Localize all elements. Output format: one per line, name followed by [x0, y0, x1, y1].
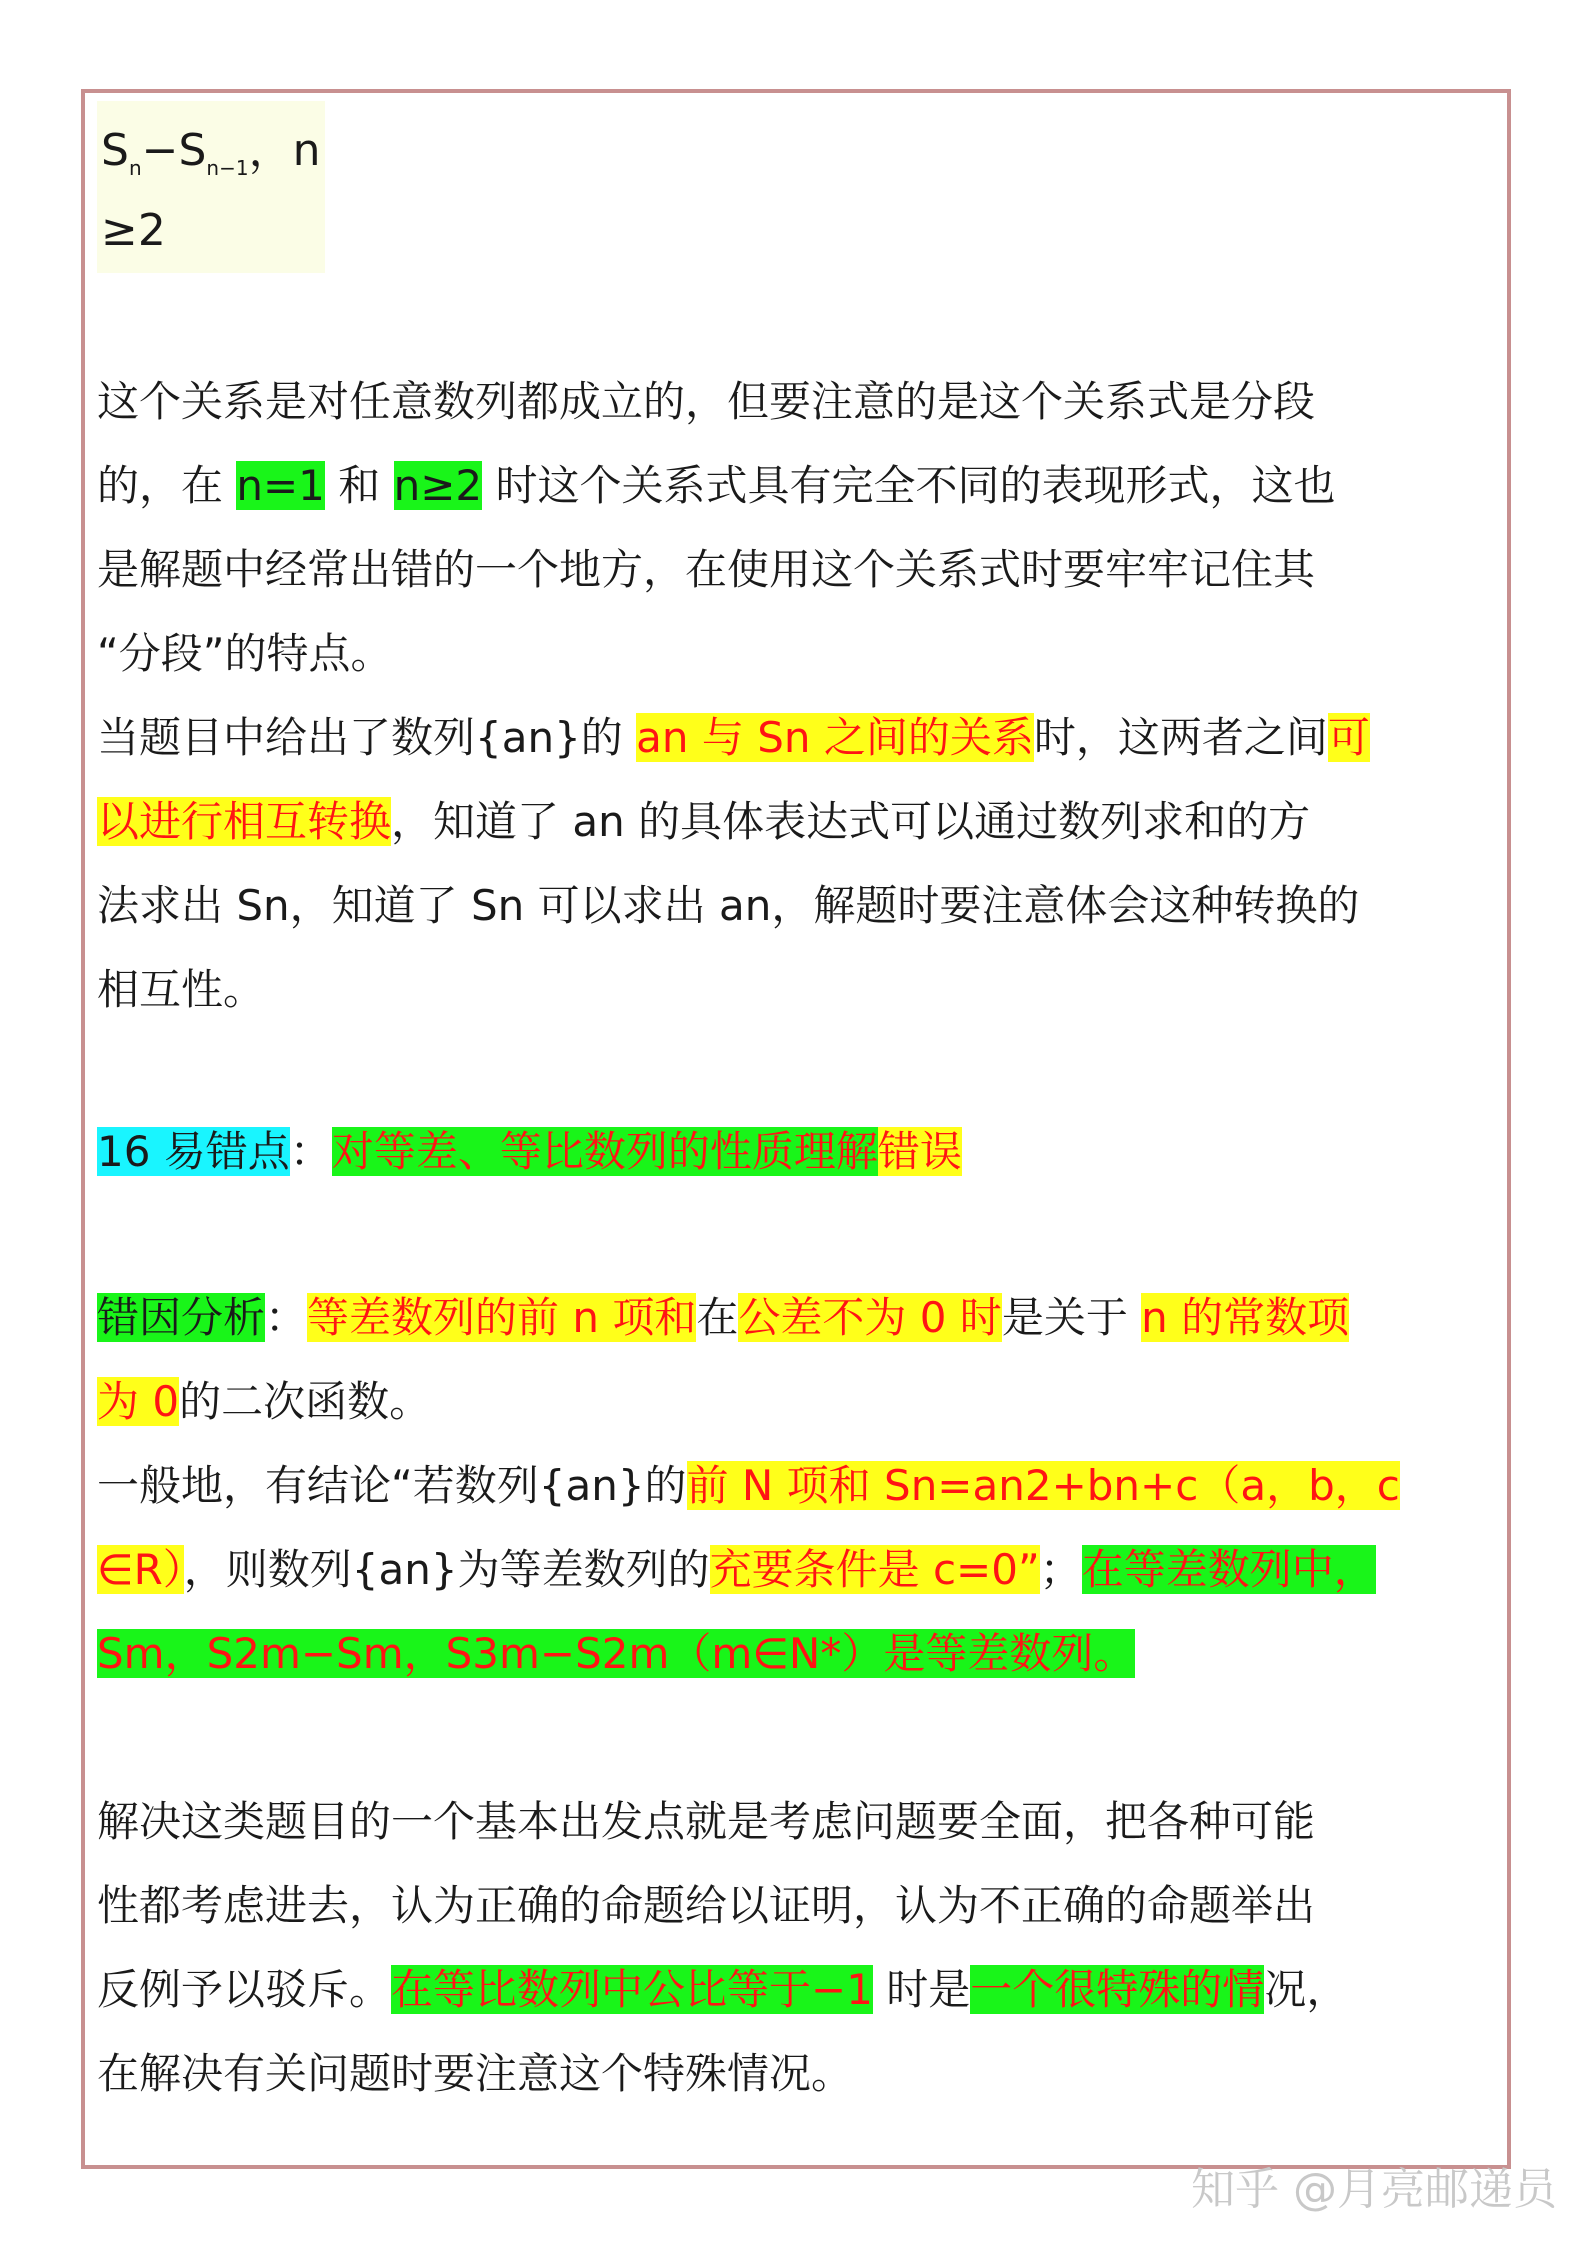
heading-title: 对等差、等比数列的性质理解: [331, 1127, 878, 1176]
p5-line-4: 在解决有关问题时要注意这个特殊情况。: [97, 2049, 854, 2098]
p4-line-1: 一般地，有结论“若数列{an}的前 N 项和 Sn=an2+bn+c（a，b，c: [97, 1461, 1400, 1510]
p5-line-3: 反例予以驳斥。在等比数列中公比等于−1 时是一个很特殊的情况，: [97, 1965, 1349, 2014]
highlight-error-analysis: 错因分析: [97, 1293, 266, 1342]
p1-line-4: “分段”的特点。: [97, 629, 393, 678]
p1-line-3: 是解题中经常出错的一个地方，在使用这个关系式时要牢牢记住其: [97, 545, 1316, 594]
formula-line-2: ≥2: [101, 205, 166, 256]
highlight-special-case: 一个很特殊的情: [970, 1965, 1265, 2014]
highlight-condition: 充要条件是 c=0”: [709, 1545, 1040, 1594]
highlight-sum-formula: 前 N 项和 Sn=an2+bn+c（a，b，c: [686, 1461, 1400, 1510]
p2-line-2: 以进行相互转换，知道了 an 的具体表达式可以通过数列求和的方: [97, 797, 1311, 846]
p2-line-3: 法求出 Sn，知道了 Sn 可以求出 an，解题时要注意体会这种转换的: [97, 881, 1360, 930]
p3-line-1: 错因分析：等差数列的前 n 项和在公差不为 0 时是关于 n 的常数项: [97, 1293, 1350, 1342]
p4-line-2: ∈R），则数列{an}为等差数列的充要条件是 c=0”；在等差数列中，: [97, 1545, 1376, 1594]
formula-box: [97, 101, 325, 273]
section-heading: 16 易错点：对等差、等比数列的性质理解错误: [97, 1127, 962, 1176]
p5-line-1: 解决这类题目的一个基本出发点就是考虑问题要全面，把各种可能: [97, 1797, 1316, 1846]
p4-line-3: [97, 1612, 1135, 1696]
highlight-n-eq-1: n=1: [236, 461, 325, 510]
p2-line-1: 当题目中给出了数列{an}的 an 与 Sn 之间的关系时，这两者之间可: [97, 713, 1370, 762]
highlight-mutual-conversion: 以进行相互转换: [97, 797, 392, 846]
heading-number: 16 易错点: [97, 1127, 290, 1176]
p5-line-2: 性都考虑进去，认为正确的命题给以证明，认为不正确的命题举出: [97, 1881, 1316, 1930]
highlight-an-sn-relation: an 与 Sn 之间的关系: [636, 713, 1034, 762]
p2-line-4: 相互性。: [97, 965, 266, 1014]
p1-line-1: 这个关系是对任意数列都成立的，但要注意的是这个关系式是分段: [97, 377, 1316, 426]
highlight-partial-sums: Sm，S2m−Sm，S3m−S2m（m∈N*）是等差数列。: [97, 1629, 1136, 1678]
highlight-ratio-minus-1: 在等比数列中公比等于−1: [391, 1965, 873, 2014]
formula-line-1: $S_n-S_{n-1}$，n: [101, 125, 321, 180]
p3-line-2: 为 0的二次函数。: [97, 1377, 432, 1426]
p1-line-2: 的，在 n=1 和 n≥2 时这个关系式具有完全不同的表现形式，这也: [97, 461, 1336, 510]
watermark: 知乎 @月亮邮递员: [1191, 2164, 1557, 2215]
highlight-n-ge-2: n≥2: [393, 461, 483, 510]
